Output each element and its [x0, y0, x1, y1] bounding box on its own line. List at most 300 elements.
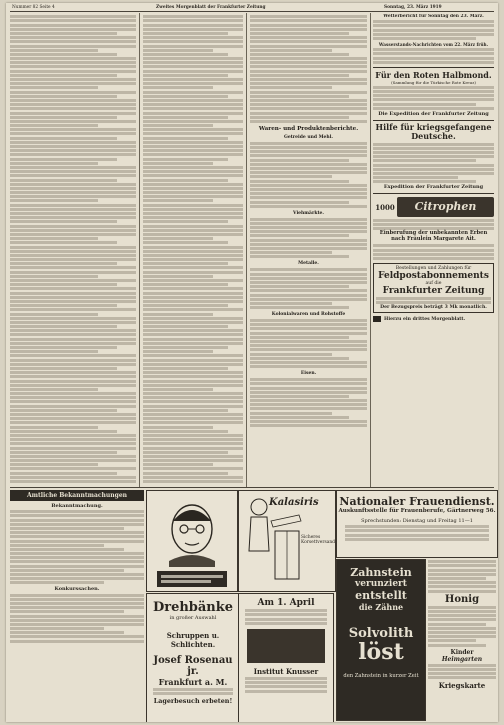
print-line [10, 598, 144, 601]
print-line [250, 395, 349, 398]
print-line [143, 480, 243, 483]
print-line [10, 510, 144, 513]
print-line [10, 220, 117, 223]
print-line [250, 171, 367, 174]
print-line [245, 622, 327, 625]
red-crescent-title: Für den Roten Halbmond. [375, 69, 492, 80]
print-line [250, 382, 367, 385]
print-line [250, 294, 367, 297]
print-line [376, 297, 491, 300]
print-line [143, 321, 243, 324]
print-line [10, 409, 117, 412]
print-line [250, 353, 332, 356]
print-line [143, 467, 243, 470]
print-line [10, 459, 136, 462]
print-line [10, 519, 144, 522]
print-line [143, 283, 228, 286]
womens-service-ad [336, 490, 498, 558]
print-line [10, 531, 144, 534]
print-line [10, 354, 136, 357]
print-line [10, 70, 136, 73]
print-line [143, 28, 243, 31]
print-line [10, 15, 136, 18]
print-line [10, 19, 136, 22]
print-line [143, 417, 243, 420]
war-map-ad: Kriegskarte [438, 681, 486, 691]
print-line [373, 61, 494, 64]
print-line [250, 348, 367, 351]
print-line [10, 112, 136, 115]
print-line [250, 120, 367, 123]
print-line [250, 412, 332, 415]
print-line [10, 413, 136, 416]
print-line [10, 212, 136, 215]
portrait-ad [146, 490, 238, 592]
print-line [250, 57, 367, 60]
citrophen-count: 1000 [375, 202, 395, 212]
print-line [10, 342, 136, 345]
print-line [250, 103, 367, 106]
print-line [373, 249, 494, 252]
print-line [143, 137, 228, 140]
print-line [10, 405, 136, 408]
print-line [250, 107, 367, 110]
print-line [10, 95, 117, 98]
prisoner-aid-title: Hilfe für kriegsgefangene Deutsche. [375, 122, 492, 142]
print-line [143, 216, 243, 219]
print-line [143, 61, 243, 64]
print-line [10, 141, 136, 144]
print-line [10, 527, 124, 530]
print-line [143, 279, 243, 282]
womens-service-title: Nationaler Frauendienst. [339, 495, 495, 508]
print-line [250, 142, 367, 145]
print-line [250, 163, 367, 166]
print-line [143, 183, 243, 186]
print-line [10, 208, 136, 211]
print-line [345, 525, 489, 528]
print-line [373, 155, 494, 158]
print-line [428, 577, 486, 580]
print-line [143, 95, 228, 98]
print-line [250, 234, 349, 237]
print-line [10, 480, 136, 483]
print-line [373, 103, 476, 106]
print-line [373, 107, 494, 110]
tartar-line-1: Zahnstein [350, 566, 412, 579]
print-line [10, 137, 117, 140]
print-line [10, 145, 136, 148]
print-line [143, 179, 228, 182]
print-line [428, 668, 496, 671]
print-line [143, 158, 228, 161]
print-line [10, 623, 144, 626]
print-line [10, 128, 136, 131]
print-line [10, 292, 136, 295]
print-line [428, 672, 496, 675]
print-line [143, 237, 213, 240]
print-line [373, 94, 494, 97]
print-line [10, 191, 136, 194]
print-line [250, 340, 367, 343]
print-line [143, 359, 243, 362]
print-line [143, 132, 243, 135]
print-line [428, 590, 496, 593]
print-line [373, 168, 494, 171]
print-line [10, 61, 136, 64]
print-line [143, 103, 243, 106]
print-line [245, 681, 327, 684]
print-line [143, 116, 228, 119]
print-line [373, 227, 494, 230]
print-line [10, 300, 136, 303]
print-line [428, 569, 496, 572]
print-line [143, 380, 243, 383]
print-line [10, 610, 124, 613]
womens-service-hours: Sprechstunden: Dienstag und Freitag 11—1 [361, 518, 473, 524]
print-line [10, 91, 136, 94]
print-line [153, 692, 233, 695]
print-line [10, 417, 136, 420]
print-line [10, 400, 136, 403]
print-line [143, 384, 243, 387]
colonial-goods-subheading: Kolonialwaren und Rohstoffe [271, 312, 346, 318]
print-line [10, 216, 136, 219]
print-line [143, 24, 243, 27]
print-line [143, 120, 243, 123]
feldpost-price: Der Bezugspreis beträgt 3 Mk monatlich. [380, 305, 487, 311]
print-line [250, 159, 349, 162]
print-line [143, 367, 228, 370]
print-line [143, 128, 243, 131]
print-line [143, 86, 213, 89]
print-line [10, 153, 136, 156]
print-line [143, 405, 243, 408]
print-line [10, 246, 136, 249]
print-line [143, 19, 243, 22]
print-line [10, 544, 104, 547]
print-line [143, 363, 243, 366]
solvolith-ad [336, 559, 426, 721]
print-line [250, 289, 367, 292]
print-line [250, 230, 367, 233]
print-line [10, 107, 136, 110]
print-line [143, 396, 243, 399]
print-line [143, 141, 243, 144]
print-line [428, 639, 476, 642]
print-line [143, 455, 243, 458]
print-line [10, 187, 136, 190]
print-line [250, 74, 349, 77]
print-line [143, 459, 243, 462]
print-line [143, 413, 243, 416]
print-line [250, 112, 367, 115]
print-line [10, 162, 98, 165]
print-line [143, 65, 243, 68]
print-line [143, 78, 243, 81]
lathes-city: Frankfurt a. M. [158, 677, 228, 687]
print-line [143, 99, 243, 102]
solvolith-claim: den Zahnstein in kurzer Zeit [343, 673, 419, 679]
print-line [245, 609, 327, 612]
print-line [250, 154, 367, 157]
print-line [428, 585, 496, 588]
print-line [10, 275, 98, 278]
print-line [10, 237, 98, 240]
print-line [428, 676, 496, 679]
water-level-title: Wasserstands-Nachrichten vom 22. März früh. [378, 41, 489, 47]
solvolith-brand: Solvolith [348, 626, 414, 641]
print-line [250, 323, 367, 326]
print-line [10, 82, 136, 85]
newspaper-page [6, 3, 498, 722]
print-line [250, 28, 367, 31]
print-line [143, 371, 243, 374]
print-line [373, 37, 476, 40]
ads-separator [10, 487, 494, 488]
print-line [245, 690, 327, 693]
tartar-line-3: entstellt [355, 589, 407, 602]
print-line [143, 447, 243, 450]
print-line [143, 204, 243, 207]
print-line [143, 300, 243, 303]
feldpost-paper: Frankfurter Zeitung [382, 285, 485, 296]
print-line [250, 24, 367, 27]
print-line [10, 573, 144, 576]
print-line [10, 225, 136, 228]
print-line [10, 396, 136, 399]
notices-column [373, 14, 494, 488]
print-line [428, 631, 496, 634]
womens-service-subtitle: Auskunftsstelle für Frauenberufe, Gärtnerweg 56. [338, 508, 496, 514]
tartar-line-2: verunziert [355, 579, 407, 589]
print-line [10, 233, 136, 236]
print-line [250, 201, 349, 204]
print-line [10, 467, 136, 470]
text-column-2 [143, 14, 243, 484]
print-line [143, 287, 243, 290]
print-line [250, 222, 367, 225]
print-line [143, 153, 243, 156]
print-line [143, 426, 213, 429]
print-line [250, 61, 367, 64]
print-line [250, 19, 367, 22]
print-line [143, 246, 243, 249]
page-number: Nummer 82 Seite 4 [12, 5, 55, 10]
print-line [10, 602, 144, 605]
print-line [250, 192, 367, 195]
print-line [250, 243, 367, 246]
feldpost-title: Feldpostabonnements [378, 270, 489, 281]
print-line [373, 48, 494, 51]
pointing-hand-icon [373, 316, 381, 322]
print-line [373, 33, 494, 36]
print-line [10, 535, 144, 538]
print-line [373, 180, 476, 183]
print-line [143, 476, 243, 479]
print-line [250, 116, 349, 119]
print-line [373, 151, 494, 154]
print-line [250, 150, 367, 153]
print-line [376, 301, 491, 304]
print-line [10, 434, 136, 437]
print-line [10, 124, 98, 127]
print-line [373, 147, 494, 150]
print-line [428, 644, 486, 647]
print-line [345, 538, 489, 541]
print-line [143, 317, 243, 320]
print-line [10, 65, 136, 68]
print-line [250, 357, 349, 360]
print-line [10, 304, 117, 307]
print-line [10, 556, 144, 559]
tartar-line-4: die Zähne [358, 602, 404, 612]
print-line [10, 287, 136, 290]
print-line [250, 91, 367, 94]
print-line [428, 627, 496, 630]
print-line [373, 172, 494, 175]
print-line [250, 416, 349, 419]
solvolith-verb: löst [358, 639, 404, 665]
print-line [153, 688, 233, 691]
print-line [10, 32, 117, 35]
print-line [143, 229, 243, 232]
print-line [10, 74, 117, 77]
print-line [10, 455, 136, 458]
print-line [250, 332, 367, 335]
print-line [10, 371, 136, 374]
print-line [10, 325, 117, 328]
print-line [250, 277, 367, 280]
print-line [250, 298, 367, 301]
print-line [143, 57, 243, 60]
print-line [250, 281, 367, 284]
print-line [10, 375, 136, 378]
print-line [10, 250, 136, 253]
print-line [10, 179, 117, 182]
print-line [250, 82, 367, 85]
column-divider [370, 13, 371, 487]
print-line [250, 424, 367, 427]
citrophen-ad [373, 197, 494, 217]
print-line [10, 392, 136, 395]
print-line [345, 529, 489, 532]
print-line [373, 20, 494, 23]
print-line [143, 325, 228, 328]
print-line [250, 407, 367, 410]
print-line [373, 29, 494, 32]
print-line [10, 116, 117, 119]
print-line [250, 40, 367, 43]
expedition-notice: Die Expedition der Frankfurter Zeitung [378, 111, 489, 117]
print-line [245, 677, 327, 680]
print-line [250, 226, 367, 229]
print-line [143, 304, 228, 307]
print-line [373, 164, 494, 167]
print-line [250, 196, 367, 199]
print-line [250, 184, 367, 187]
print-line [143, 271, 243, 274]
weather-report-title: Wetterbericht für Sonntag den 23. März. [383, 14, 484, 19]
print-line [143, 49, 213, 52]
print-line [250, 146, 367, 149]
print-line [250, 53, 349, 56]
print-line [428, 664, 496, 667]
print-line [10, 24, 136, 27]
print-line [143, 40, 243, 43]
print-line [373, 86, 494, 89]
print-line [10, 346, 117, 349]
print-line [428, 560, 496, 563]
print-line [10, 271, 136, 274]
print-line [10, 308, 136, 311]
red-crescent-subtitle: (Sammlung für die Türkische Rote Kreuz) [391, 79, 476, 85]
print-line [428, 635, 496, 638]
heirs-notice-title: Einberufung der unbekannten Erben nach Fräulein Margarete Ait. [379, 230, 488, 243]
print-line [10, 631, 124, 634]
print-line [250, 218, 367, 221]
print-line [143, 166, 243, 169]
print-line [143, 53, 228, 56]
print-line [143, 308, 243, 311]
print-line [250, 49, 332, 52]
print-line [250, 378, 367, 381]
print-line [143, 342, 243, 345]
small-ads-column [428, 559, 496, 719]
print-line [143, 36, 243, 39]
print-line [10, 635, 144, 638]
print-line [143, 258, 243, 261]
print-line [10, 266, 136, 269]
print-line [143, 434, 243, 437]
print-line [10, 78, 136, 81]
print-line [10, 321, 136, 324]
corset-brand: Kalasiris [269, 497, 319, 508]
print-line [143, 170, 243, 173]
print-line [10, 132, 136, 135]
print-line [428, 623, 486, 626]
print-line [373, 244, 494, 247]
livestock-subheading: Viehmärkte. [293, 210, 324, 216]
print-line [143, 70, 243, 73]
print-line [373, 219, 494, 222]
print-line [143, 438, 243, 441]
print-line [10, 103, 136, 106]
print-line [250, 239, 367, 242]
print-line [250, 365, 367, 368]
print-line [10, 333, 136, 336]
feldpost-intro: Bestellungen und Zahlungen für [395, 265, 472, 271]
print-line [10, 283, 117, 286]
print-line [373, 90, 494, 93]
print-line [373, 253, 494, 256]
print-line [10, 86, 98, 89]
print-line [250, 167, 367, 170]
lathes-visit: Lagerbesuch erbeten! [153, 696, 233, 705]
print-line [250, 403, 367, 406]
print-line [10, 28, 136, 31]
print-line [10, 338, 136, 341]
print-line [143, 124, 213, 127]
print-line [143, 346, 228, 349]
print-line [143, 145, 243, 148]
print-line [10, 99, 136, 102]
print-line [10, 560, 144, 563]
print-line [10, 329, 136, 332]
print-line [143, 262, 228, 265]
print-line [10, 40, 136, 43]
print-line [250, 391, 367, 394]
